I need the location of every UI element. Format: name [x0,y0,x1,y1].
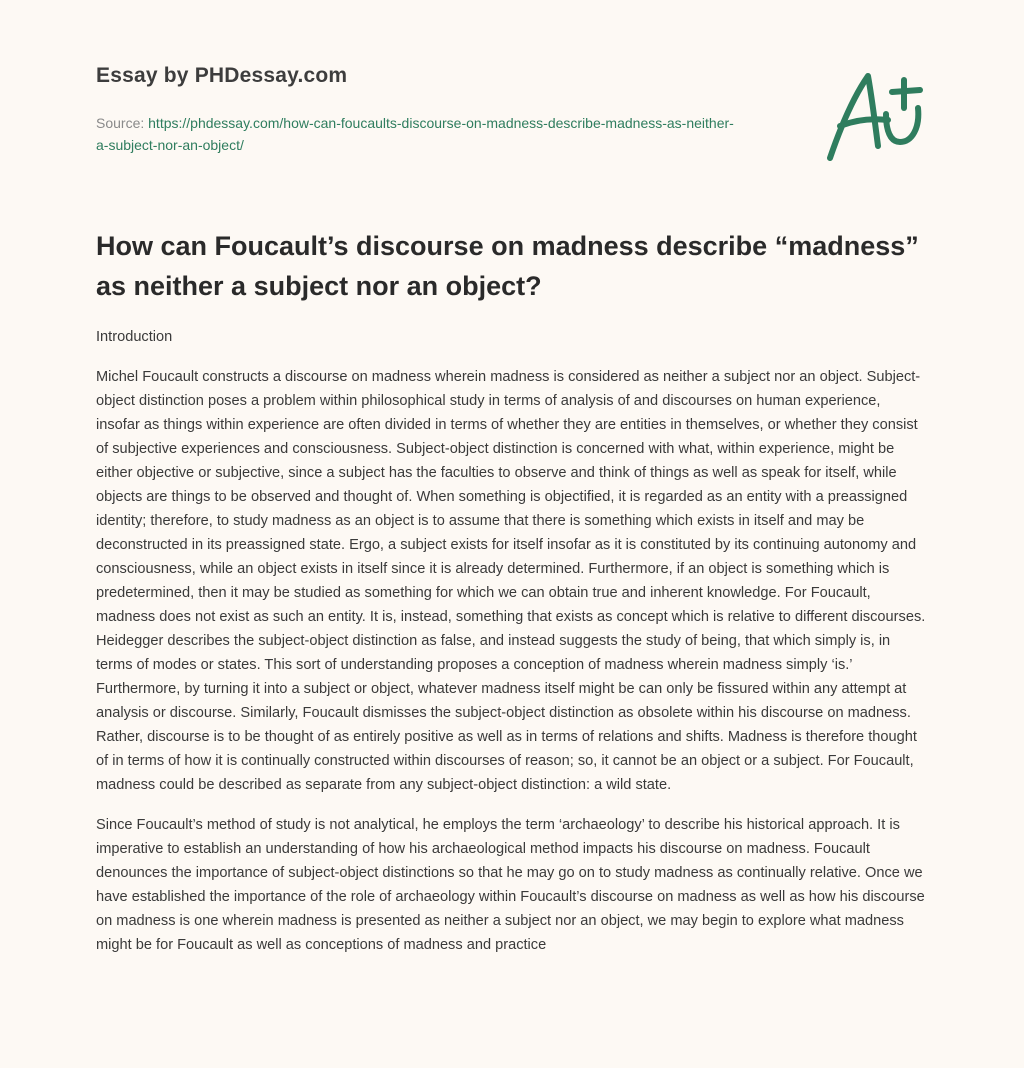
source-line [96,112,736,156]
site-brand: Essay by PHDessay.com [96,64,348,87]
paragraph: Since Foucault’s method of study is not analytical, he employs the term ‘archaeology’ to describe his historical approach. It is imperative to establish an understanding of how his archaeological method impacts his discourse on madness. Foucault denounces the importance of subject-object distinctions so that he may go on to study madness as continually relative. Once we have established the importance of the role of archaeology within Foucault’s discourse on madness as well as how his discourse on madness is one wherein madness is presented as neither a subject nor an object, we may begin to explore what madness might be for Foucault as well as conceptions of madness and practice [96,817,925,953]
a-plus-logo-icon [820,68,930,168]
article-title: How can Foucault’s discourse on madness describe “madness” as neither a subject nor an object? [96,231,919,301]
source-link[interactable]: https://phdessay.com/how-can-foucaults-discourse-on-madness-describe-madness-as-neither-a-subject-nor-an-object/ [96,115,734,153]
section-heading: Introduction [96,329,173,345]
article-body [96,325,928,973]
paragraph: Michel Foucault constructs a discourse on madness wherein madness is considered as neither a subject nor an object. Subject-object distinction poses a problem within philosophical study in terms of analysis of and discourses on human experience, insofar as things within experience are often divided in terms of whether they are entities in themselves, or whether they consist of subjective experiences and consciousness. Subject-object distinction is concerned with what, within experience, might be either objective or subjective, since a subject has the faculties to observe and think of things as well as speak for itself, while objects are things to be observed and thought of. When something is objectified, it is regarded as an entity with a preassigned identity; therefore, to study madness as an object is to assume that there is something which exists in itself and may be deconstructed in its preassigned state. Ergo, a subject exists for itself insofar as it is constituted by its continuing autonomy and consciousness, while an object exists in itself since it is already determined. Furthermore, if an object is something which is predetermined, then it may be studied as something for which we can obtain true and inherent knowledge. For Foucault, madness does not exist as such an entity. It is, instead, something that exists as concept which is relative to different discourses. Heidegger describes the subject-object distinction as false, and instead suggests the study of being, that which simply is, in terms of modes or states. This sort of understanding proposes a conception of madness wherein madness simply ‘is.’ Furthermore, by turning it into a subject or object, whatever madness itself might be can only be fissured within any attempt at analysis or discourse. Similarly, Foucault dismisses the subject-object distinction as obsolete within his discourse on madness. Rather, discourse is to be thought of as entirely positive as well as in terms of relations and shifts. Madness is therefore thought of in terms of how it is continually constructed within discourses of reason; so, it cannot be an object or a subject. For Foucault, madness could be described as separate from any subject-object distinction: a wild state. [96,369,926,793]
source-label: Source: [96,115,149,131]
